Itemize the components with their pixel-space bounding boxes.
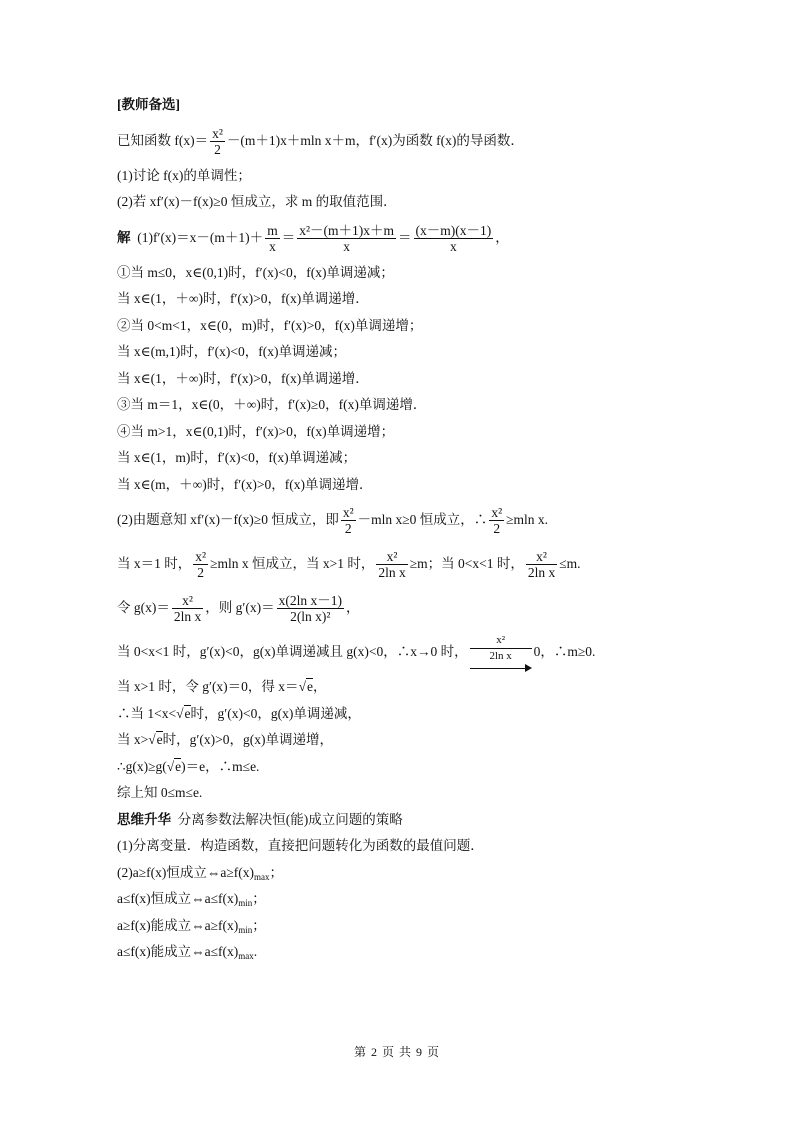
denominator: 2 [493,521,501,537]
text: ＝ [281,229,296,245]
text: 已知函数 f(x)＝ [117,132,209,148]
denominator: 2ln x [378,565,406,581]
denominator: 2ln x [527,565,556,581]
fraction [277,593,344,624]
fraction [341,505,356,536]
page-footer: 第 2 页 共 9 页 [353,1045,440,1059]
limit-arrow [470,633,532,672]
text: ≥mln x 恒成立，当 x>1 时， [210,556,375,571]
case-line: ②当 0<m<1，x∈(0，m)时，f′(x)>0，f(x)单调递增； [117,317,423,333]
text: 当 0<x<1 时，g′(x)<0，g(x)单调递减且 g(x)<0，∴x→0 时， [117,644,468,659]
text: 时，g′(x)>0，g(x)单调递增， [162,732,333,747]
denominator: 2ln x [489,650,512,663]
fraction [265,223,280,254]
solution-line-1 [117,216,717,260]
denominator: x [343,238,350,254]
text: )＝e，∴m≤e. [181,758,260,774]
text: ； [252,917,266,933]
numerator: x² [491,505,503,521]
denominator: 2 [344,521,352,537]
denominator: 2ln x [173,609,202,625]
subscript: min [238,924,253,935]
text: ， [312,679,327,694]
radicand: e [184,705,191,721]
fraction [414,223,494,254]
text: (1)f′(x)＝x－(m＋1)＋ [137,229,264,245]
solution-line [117,674,717,701]
radicand: e [156,732,163,747]
text: －mln x≥0 恒成立，∴ [357,512,488,527]
numerator: x² [195,549,207,565]
denominator: 2(ln x)² [290,609,331,625]
subscript: max [238,951,254,961]
text: a≤f(x)恒成立⇔a≤f(x) [117,891,239,906]
solution-line [117,754,717,781]
fraction [172,593,203,624]
numerator: x² [470,633,532,649]
numerator: (x－m)(x－1) [415,222,492,238]
text: －(m＋1)x＋mln x＋m，f′(x)为函数 f(x)的导函数． [226,132,524,148]
question-1: (1)讨论 f(x)的单调性； [117,167,251,183]
fraction [193,549,208,580]
denominator: 2 [197,565,205,581]
numerator: x² [376,549,407,565]
section-heading: [教师备选] [117,97,180,112]
text: ≥m；当 0<x<1 时， [409,556,524,571]
text: . [253,944,258,959]
text: 令 g(x)＝ [117,600,170,615]
numerator: x² [172,593,203,609]
case-line: ①当 m≤0，x∈(0,1)时，f′(x)<0，f(x)单调递减； [117,264,394,280]
summary-line [117,913,717,940]
solution-label: 解 [117,229,131,245]
numerator: m [267,222,278,238]
text: 当 x> [117,732,149,747]
summary-subtitle: 分离参数法解决恒(能)成立问题的策略 [177,811,403,827]
summary-title: 思维升华 [117,811,171,827]
case-line: 当 x∈(m,1)时，f′(x)<0，f(x)单调递减； [117,344,347,359]
text: (2)a≥f(x)恒成立⇔a≥f(x) [117,864,255,880]
radicand: e [306,679,313,694]
fraction [210,126,225,157]
text: 0，∴m≥0. [533,644,596,659]
text: ＝ [398,229,412,245]
sqrt-sign: √ [298,679,306,694]
question-2: (2)若 xf′(x)－f(x)≥0 恒成立，求 m 的取值范围． [117,194,397,209]
sqrt-sign: √ [176,705,184,721]
numerator: x² [526,549,557,565]
denominator: x [449,238,457,254]
page-content [117,92,717,966]
case-line: 当 x∈(1，m)时，f′(x)<0，f(x)单调递减； [117,450,357,465]
sqrt-sign: √ [148,732,156,747]
radicand: e [175,758,182,774]
summary-line [117,860,717,887]
case-line: 当 x∈(1，＋∞)时，f′(x)>0，f(x)单调递增． [117,370,369,386]
text: ∴g(x)≥g( [117,758,167,774]
text: ， [495,229,509,245]
text: 时，g′(x)<0，g(x)单调递减， [190,705,361,721]
denominator: x [269,238,276,254]
solution-line [117,701,717,728]
numerator: x(2ln x－1) [278,593,342,609]
text: 当 x>1 时，令 g′(x)＝0，得 x＝ [117,679,299,694]
case-line: ④当 m>1，x∈(0,1)时，f′(x)>0，f(x)单调递增； [117,423,395,439]
solution-line [117,727,717,754]
text: (2)由题意知 xf′(x)－f(x)≥0 恒成立，即 [117,512,339,527]
fraction [489,505,504,536]
text: ， [345,600,360,615]
solution-line [117,542,717,586]
case-line: 当 x∈(1，＋∞)时，f′(x)>0，f(x)单调递增． [117,291,369,306]
text: 当 x＝1 时， [117,556,192,571]
case-line: 当 x∈(m，＋∞)时，f′(x)>0，f(x)单调递增． [117,476,373,492]
text: ； [269,864,284,880]
fraction [470,633,532,664]
text: ，则 g′(x)＝ [205,600,275,615]
summary-line: (1)分离变量．构造函数，直接把问题转化为函数的最值问题． [117,838,484,853]
fraction [376,549,407,580]
problem-statement [117,119,717,163]
fraction [297,223,396,254]
sqrt-sign: √ [166,758,175,774]
text: ∴当 1<x< [117,705,177,721]
solution-part-2 [117,498,717,542]
summary-line [117,939,717,966]
numerator: x² [342,505,354,521]
summary-line [117,886,717,913]
numerator: x² [212,125,223,141]
subscript: max [254,871,270,882]
text: a≥f(x)能成立⇔a≥f(x) [117,917,239,933]
subscript: min [238,898,253,908]
solution-conclusion: 综上知 0≤m≤e. [117,785,203,800]
arrow-icon [470,664,532,672]
numerator: x²－(m＋1)x＋m [299,222,394,238]
fraction [526,549,557,580]
denominator: 2 [214,141,221,157]
text: a≤f(x)能成立⇔a≤f(x) [117,944,239,959]
text: ≥mln x. [506,512,549,527]
text: ； [252,891,266,906]
case-line: ③当 m＝1，x∈(0，＋∞)时，f′(x)≥0，f(x)单调递增． [117,397,427,412]
solution-line [117,586,717,630]
solution-line [117,630,717,674]
summary-title-line [117,807,717,834]
text: ≤m. [559,556,581,571]
